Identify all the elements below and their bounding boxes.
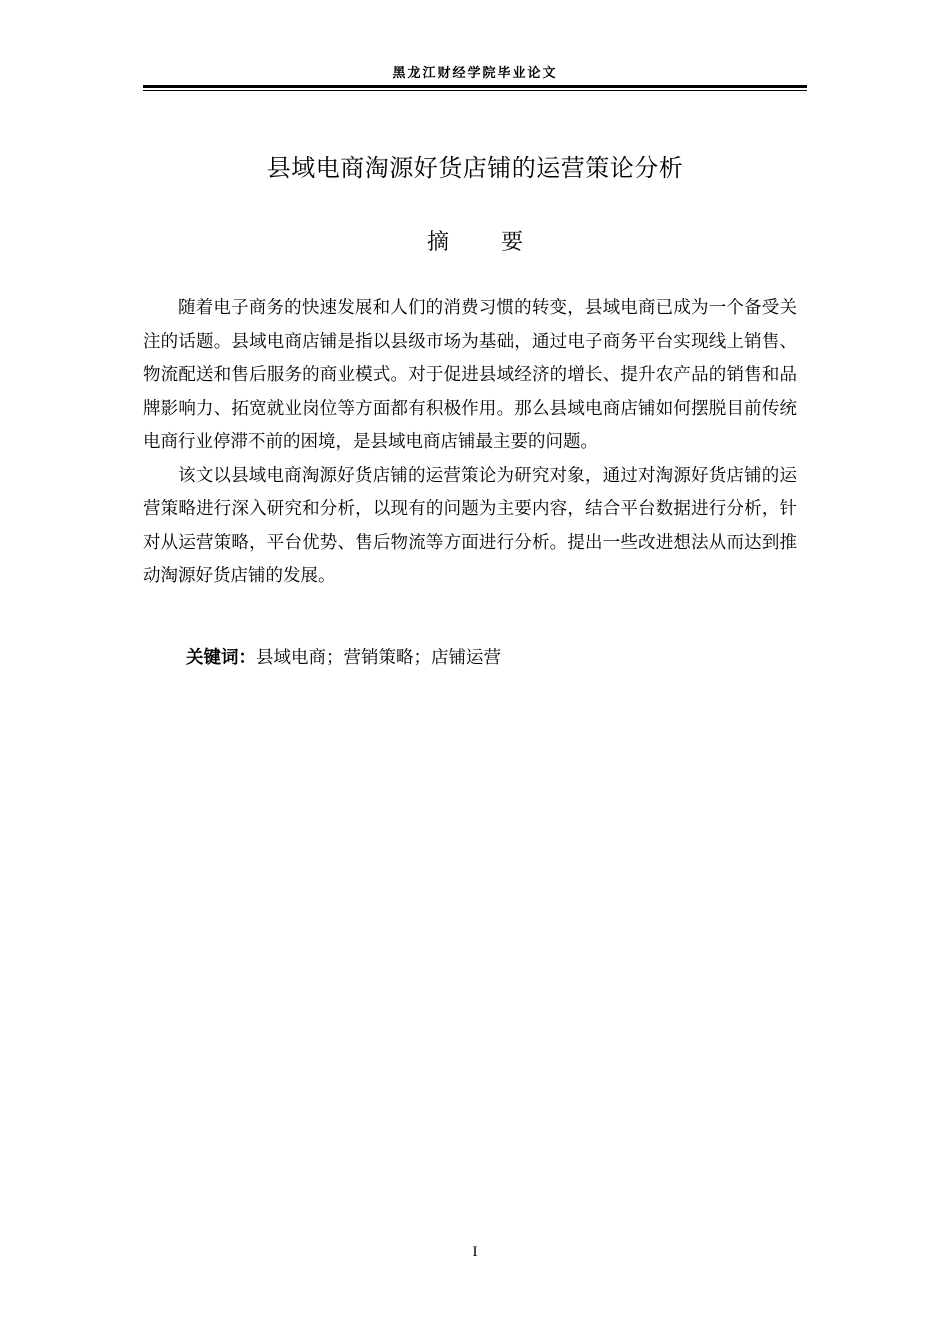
abstract-paragraph-2: 该文以县域电商淘源好货店铺的运营策论为研究对象，通过对淘源好货店铺的运营策略进行深入研究和分析，以现有的问题为主要内容，结合平台数据进行分析，针对从运营策略，平台优势、售后物流等方面进行分析。提出一些改进想法从而达到推动淘源好货店铺的发展。	[143, 465, 797, 586]
abstract-body	[143, 292, 797, 594]
running-header: 黑龙江财经学院毕业论文	[392, 66, 558, 81]
paper-title: 县域电商淘源好货店铺的运营策论分析	[266, 154, 684, 182]
abstract-heading-char-1: 摘	[426, 230, 449, 255]
abstract-heading	[143, 225, 807, 256]
header-rule-thin	[143, 90, 807, 91]
header-rule-thick	[143, 85, 807, 88]
abstract-paragraph-1: 随着电子商务的快速发展和人们的消费习惯的转变，县域电商已成为一个备受关注的话题。县域电商店铺是指以县级市场为基础，通过电子商务平台实现线上销售、物流配送和售后服务的商业模式。对于促进县域经济的增长、提升农产品的销售和品牌影响力、拓宽就业岗位等方面都有积极作用。那么县域电商店铺如何摆脱目前传统电商行业停滞不前的困境，是县域电商店铺最主要的问题。	[143, 298, 797, 452]
keywords-label: 关键词：	[186, 648, 256, 668]
page-number: I	[472, 1244, 478, 1260]
keywords-line	[186, 645, 501, 671]
abstract-heading-char-2: 要	[501, 230, 524, 255]
keywords-value: 县域电商；营销策略；店铺运营	[256, 648, 501, 668]
